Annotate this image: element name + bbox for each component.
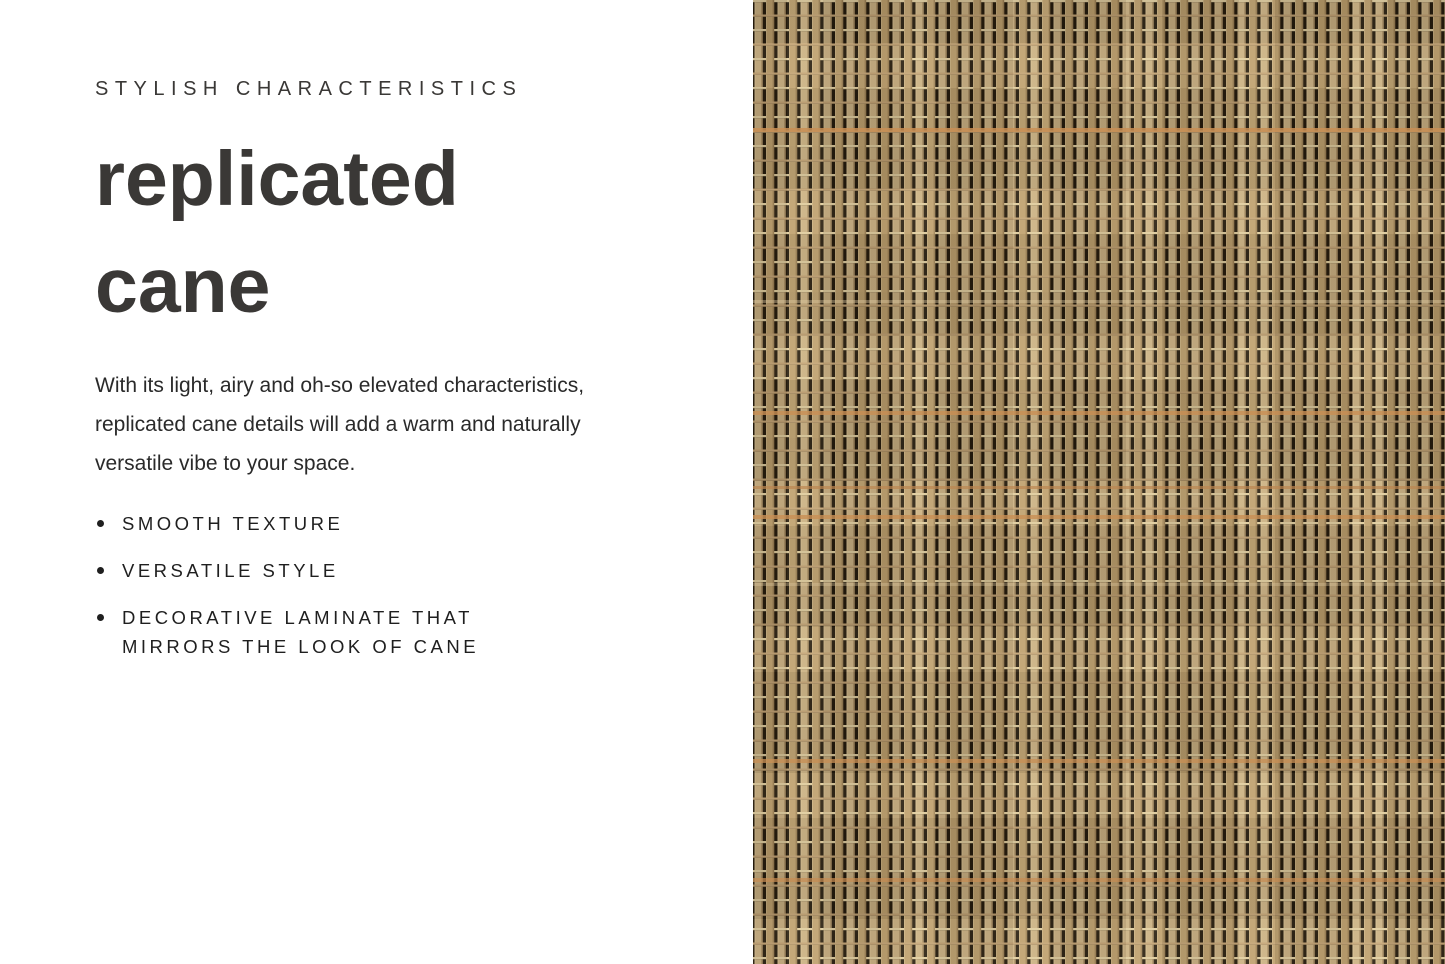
- feature-item: [95, 603, 525, 661]
- feature-item: [95, 556, 525, 585]
- feature-item: [95, 509, 525, 538]
- bullet-dot-icon: [97, 614, 104, 621]
- feature-list: [95, 509, 525, 661]
- description-paragraph: With its light, airy and oh-so elevated characteristics, replicated cane details will add a warm and naturally versatile vibe to your space.: [95, 374, 585, 475]
- page-title: replicated cane: [95, 136, 459, 329]
- bullet-dot-icon: [97, 567, 104, 574]
- feature-text: DECORATIVE LAMINATE THAT MIRRORS THE LOOK OF CANE: [122, 607, 480, 657]
- eyebrow-heading: STYLISH CHARACTERISTICS: [95, 78, 523, 100]
- texture-image-panel: [753, 0, 1445, 964]
- feature-text: VERSATILE STYLE: [122, 560, 339, 581]
- feature-text: SMOOTH TEXTURE: [122, 513, 344, 534]
- cane-texture-image: [753, 0, 1445, 964]
- bullet-dot-icon: [97, 520, 104, 527]
